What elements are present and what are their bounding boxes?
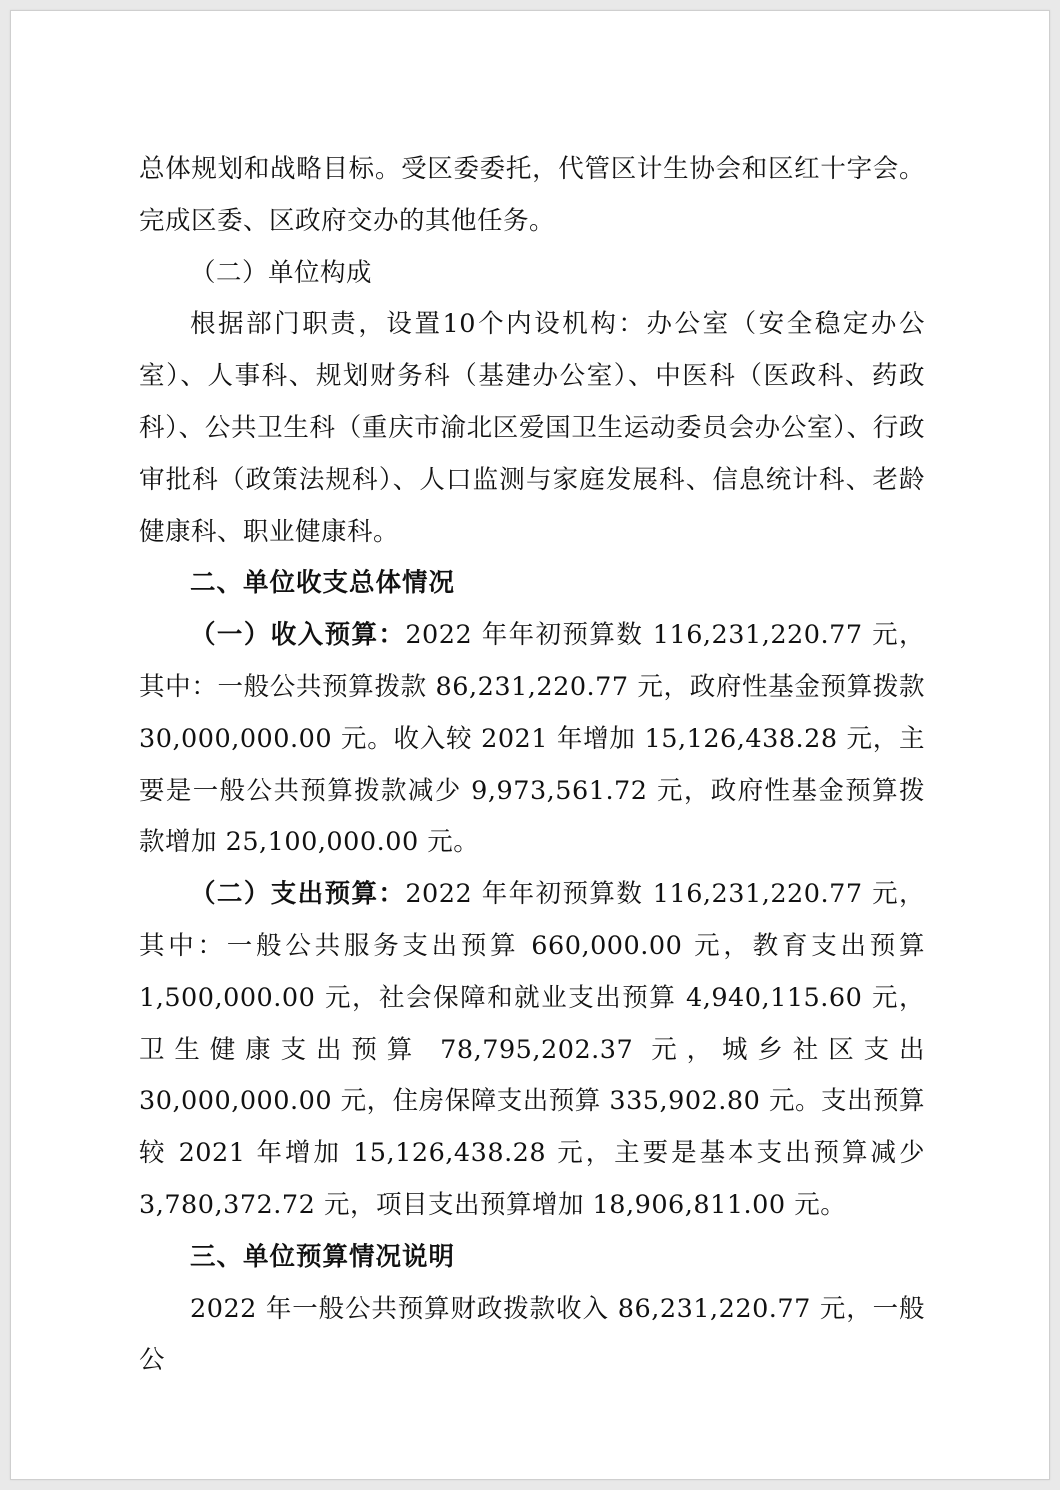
heading-section-three: 三、单位预算情况说明 (190, 1241, 456, 1272)
paragraph-income-budget (139, 610, 925, 869)
heading-unit-composition: （二）单位构成 (190, 257, 373, 288)
document-body (139, 144, 925, 1387)
income-budget-label: （一）收入预算： (190, 620, 406, 651)
paragraph-public-budget: 2022 年一般公共预算财政拨款收入 86,231,220.77 元，一般公 (139, 1293, 925, 1376)
paragraph-internal-departments: 根据部门职责，设置10个内设机构：办公室（安全稳定办公室）、人事科、规划财务科（基建办公室）、中医科（医政科、药政科）、公共卫生科（重庆市渝北区爱国卫生运动委员会办公室）、行政审批科（政策法规科）、人口监测与家庭发展科、信息统计科、老龄健康科、职业健康科。 (139, 309, 925, 547)
paragraph-duties-continued: 总体规划和战略目标。受区委委托，代管区计生协会和区红十字会。完成区委、区政府交办的其他任务。 (139, 154, 925, 236)
document-page (10, 10, 1050, 1480)
paragraph-expense-budget (139, 869, 925, 1232)
heading-section-two: 二、单位收支总体情况 (190, 568, 456, 599)
expense-budget-label: （二）支出预算： (190, 879, 406, 910)
expense-budget-text: 2022 年年初预算数 116,231,220.77 元，其中：一般公共服务支出预算 660,000.00 元，教育支出预算 1,500,000.00 元，社会保障和就业支出预算 4,940,115.60 元，卫生健康支出预算 78,795,202.37 元，城乡社区支出 30,000,000.00 元，住房保障支出预算 335,902.80 元。支出预算较 2021 年增加 15,126,438.28 元，主要是基本支出预算减少 3,780,372.72 元，项目支出预算增加 18,906,811.00 元。 (139, 879, 925, 1220)
income-budget-text: 2022 年年初预算数 116,231,220.77 元，其中：一般公共预算拨款 86,231,220.77 元，政府性基金预算拨款 30,000,000.00 元。收入较 2021 年增加 15,126,438.28 元，主要是一般公共预算拨款减少 9,973,561.72 元，政府性基金预算拨款增加 25,100,000.00 元。 (139, 620, 925, 858)
